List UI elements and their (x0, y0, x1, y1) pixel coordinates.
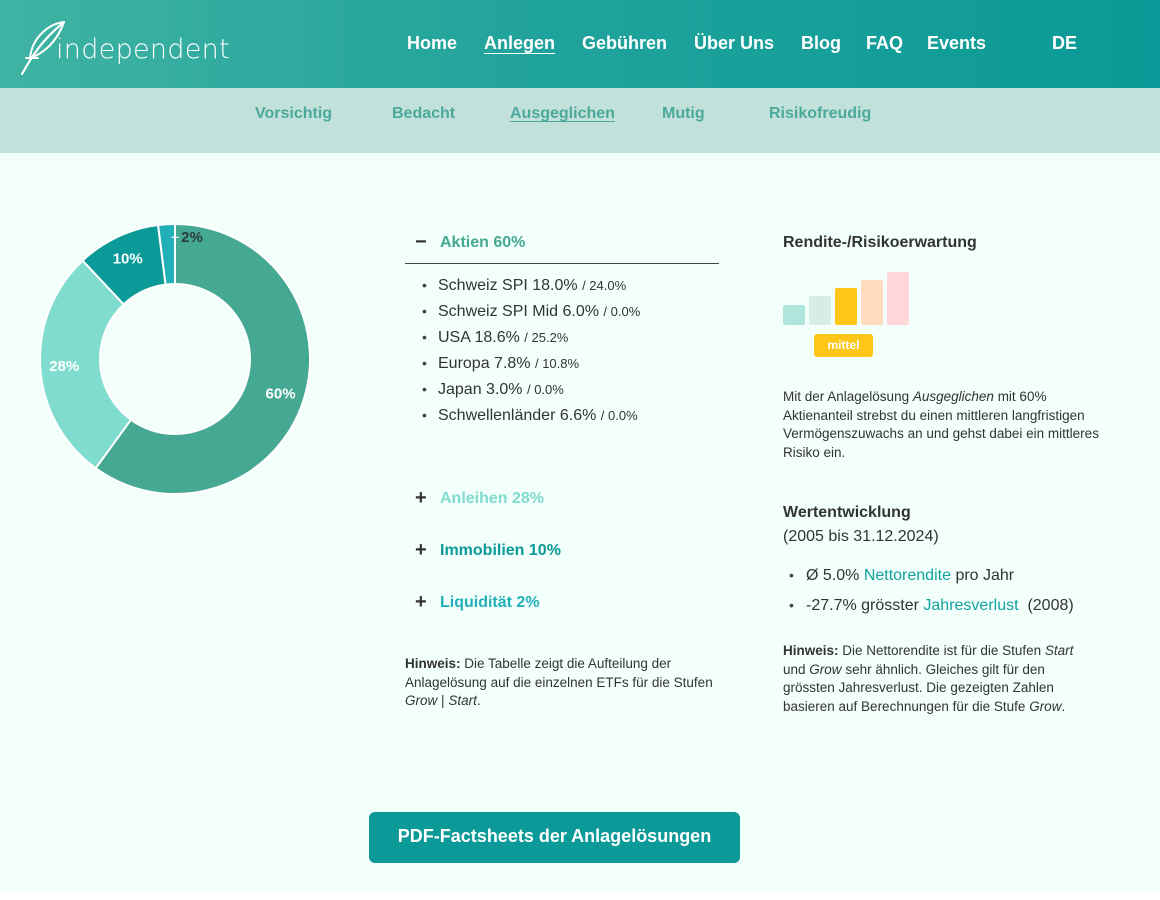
list-item: • Japan 3.0% / 0.0% (420, 381, 640, 407)
slice-label-anleihen: 28% (49, 357, 80, 375)
list-item: • USA 18.6% / 25.2% (420, 329, 640, 355)
pdf-factsheets-button[interactable]: PDF-Factsheets der Anlagelösungen (369, 812, 740, 863)
nav-events[interactable]: Events (927, 33, 987, 53)
slice-label-liquiditaet: 2% (181, 229, 203, 247)
risk-bar (861, 280, 883, 325)
risk-bar (835, 288, 857, 325)
performance-list (789, 567, 1074, 627)
tab-vorsichtig[interactable]: Vorsichtig (255, 105, 333, 122)
category-immobilien[interactable] (405, 539, 725, 567)
nav-blog[interactable]: Blog (801, 33, 841, 53)
category-label: Aktien 60% (440, 234, 526, 251)
slice-label-aktien: 60% (265, 385, 296, 403)
risk-bar (783, 305, 805, 325)
list-item: • -27.7% grösster Jahresverlust (2008) (789, 597, 1074, 627)
expand-icon: + (415, 487, 427, 509)
list-item: • Schweiz SPI 18.0% / 24.0% (420, 277, 640, 303)
category-anleihen[interactable] (405, 487, 725, 515)
allocation-note: Hinweis: Die Tabelle zeigt die Aufteilung der Anlagelösung auf die einzelnen ETFs für die Stufen Grow | Start. (405, 656, 713, 708)
divider (405, 263, 719, 264)
list-item: • Schweiz SPI Mid 6.0% / 0.0% (420, 303, 640, 329)
nav-ueber-uns[interactable]: Über Uns (694, 33, 775, 53)
category-label: Immobilien 10% (440, 542, 561, 559)
tab-bedacht[interactable]: Bedacht (392, 105, 456, 122)
nettorendite-link[interactable]: Nettorendite (863, 567, 951, 584)
performance-note: Hinweis: Die Nettorendite ist für die Stufen Start und Grow sehr ähnlich. Gleiches gilt für den grössten Jahresverlust. Die gezeigten Zahlen basieren auf Berechnungen für die Stufe Grow. (783, 643, 1074, 714)
site-header (0, 0, 1160, 88)
logo[interactable] (18, 14, 248, 80)
risk-bar (887, 272, 909, 325)
slice-label-immobilien: 10% (112, 250, 143, 268)
expand-icon: + (415, 591, 427, 613)
logo-text: independent (56, 34, 230, 65)
risk-bar (809, 296, 831, 325)
nav-gebuehren[interactable]: Gebühren (582, 33, 668, 53)
nav-faq[interactable]: FAQ (866, 33, 904, 53)
risk-profile-nav (0, 88, 1160, 153)
etf-list (420, 277, 640, 433)
list-item: • Europa 7.8% / 10.8% (420, 355, 640, 381)
category-label: Anleihen 28% (440, 490, 545, 507)
performance-title: Wertentwicklung (783, 504, 911, 521)
category-label: Liquidität 2% (440, 594, 540, 611)
allocation-donut-chart (0, 153, 340, 513)
tab-ausgeglichen[interactable]: Ausgeglichen (510, 105, 615, 122)
category-liquiditaet[interactable] (405, 591, 725, 619)
list-item: • Schwellenländer 6.6% / 0.0% (420, 407, 640, 433)
expand-icon: + (415, 539, 427, 561)
tab-risikofreudig[interactable]: Risikofreudig (769, 105, 872, 122)
tab-mutig[interactable]: Mutig (662, 105, 705, 122)
collapse-icon: − (415, 231, 427, 253)
main-content (0, 153, 1160, 890)
risk-description: Mit der Anlagelösung Ausgeglichen mit 60% Aktienanteil strebst du einen mittleren langfristigen Vermögenszuwachs an und gehst dabei ein mittleres Risiko ein. (783, 389, 1099, 460)
language-switcher[interactable]: DE (1052, 33, 1078, 53)
nav-home[interactable]: Home (407, 33, 458, 53)
nav-anlegen[interactable]: Anlegen (484, 33, 556, 53)
risk-level-badge: mittel (814, 334, 873, 357)
list-item: • Ø 5.0% Nettorendite pro Jahr (789, 567, 1074, 597)
risk-title: Rendite-/Risikoerwartung (783, 234, 977, 251)
category-aktien[interactable] (405, 231, 725, 259)
performance-range: (2005 bis 31.12.2024) (783, 528, 939, 545)
jahresverlust-link[interactable]: Jahresverlust (923, 597, 1019, 614)
